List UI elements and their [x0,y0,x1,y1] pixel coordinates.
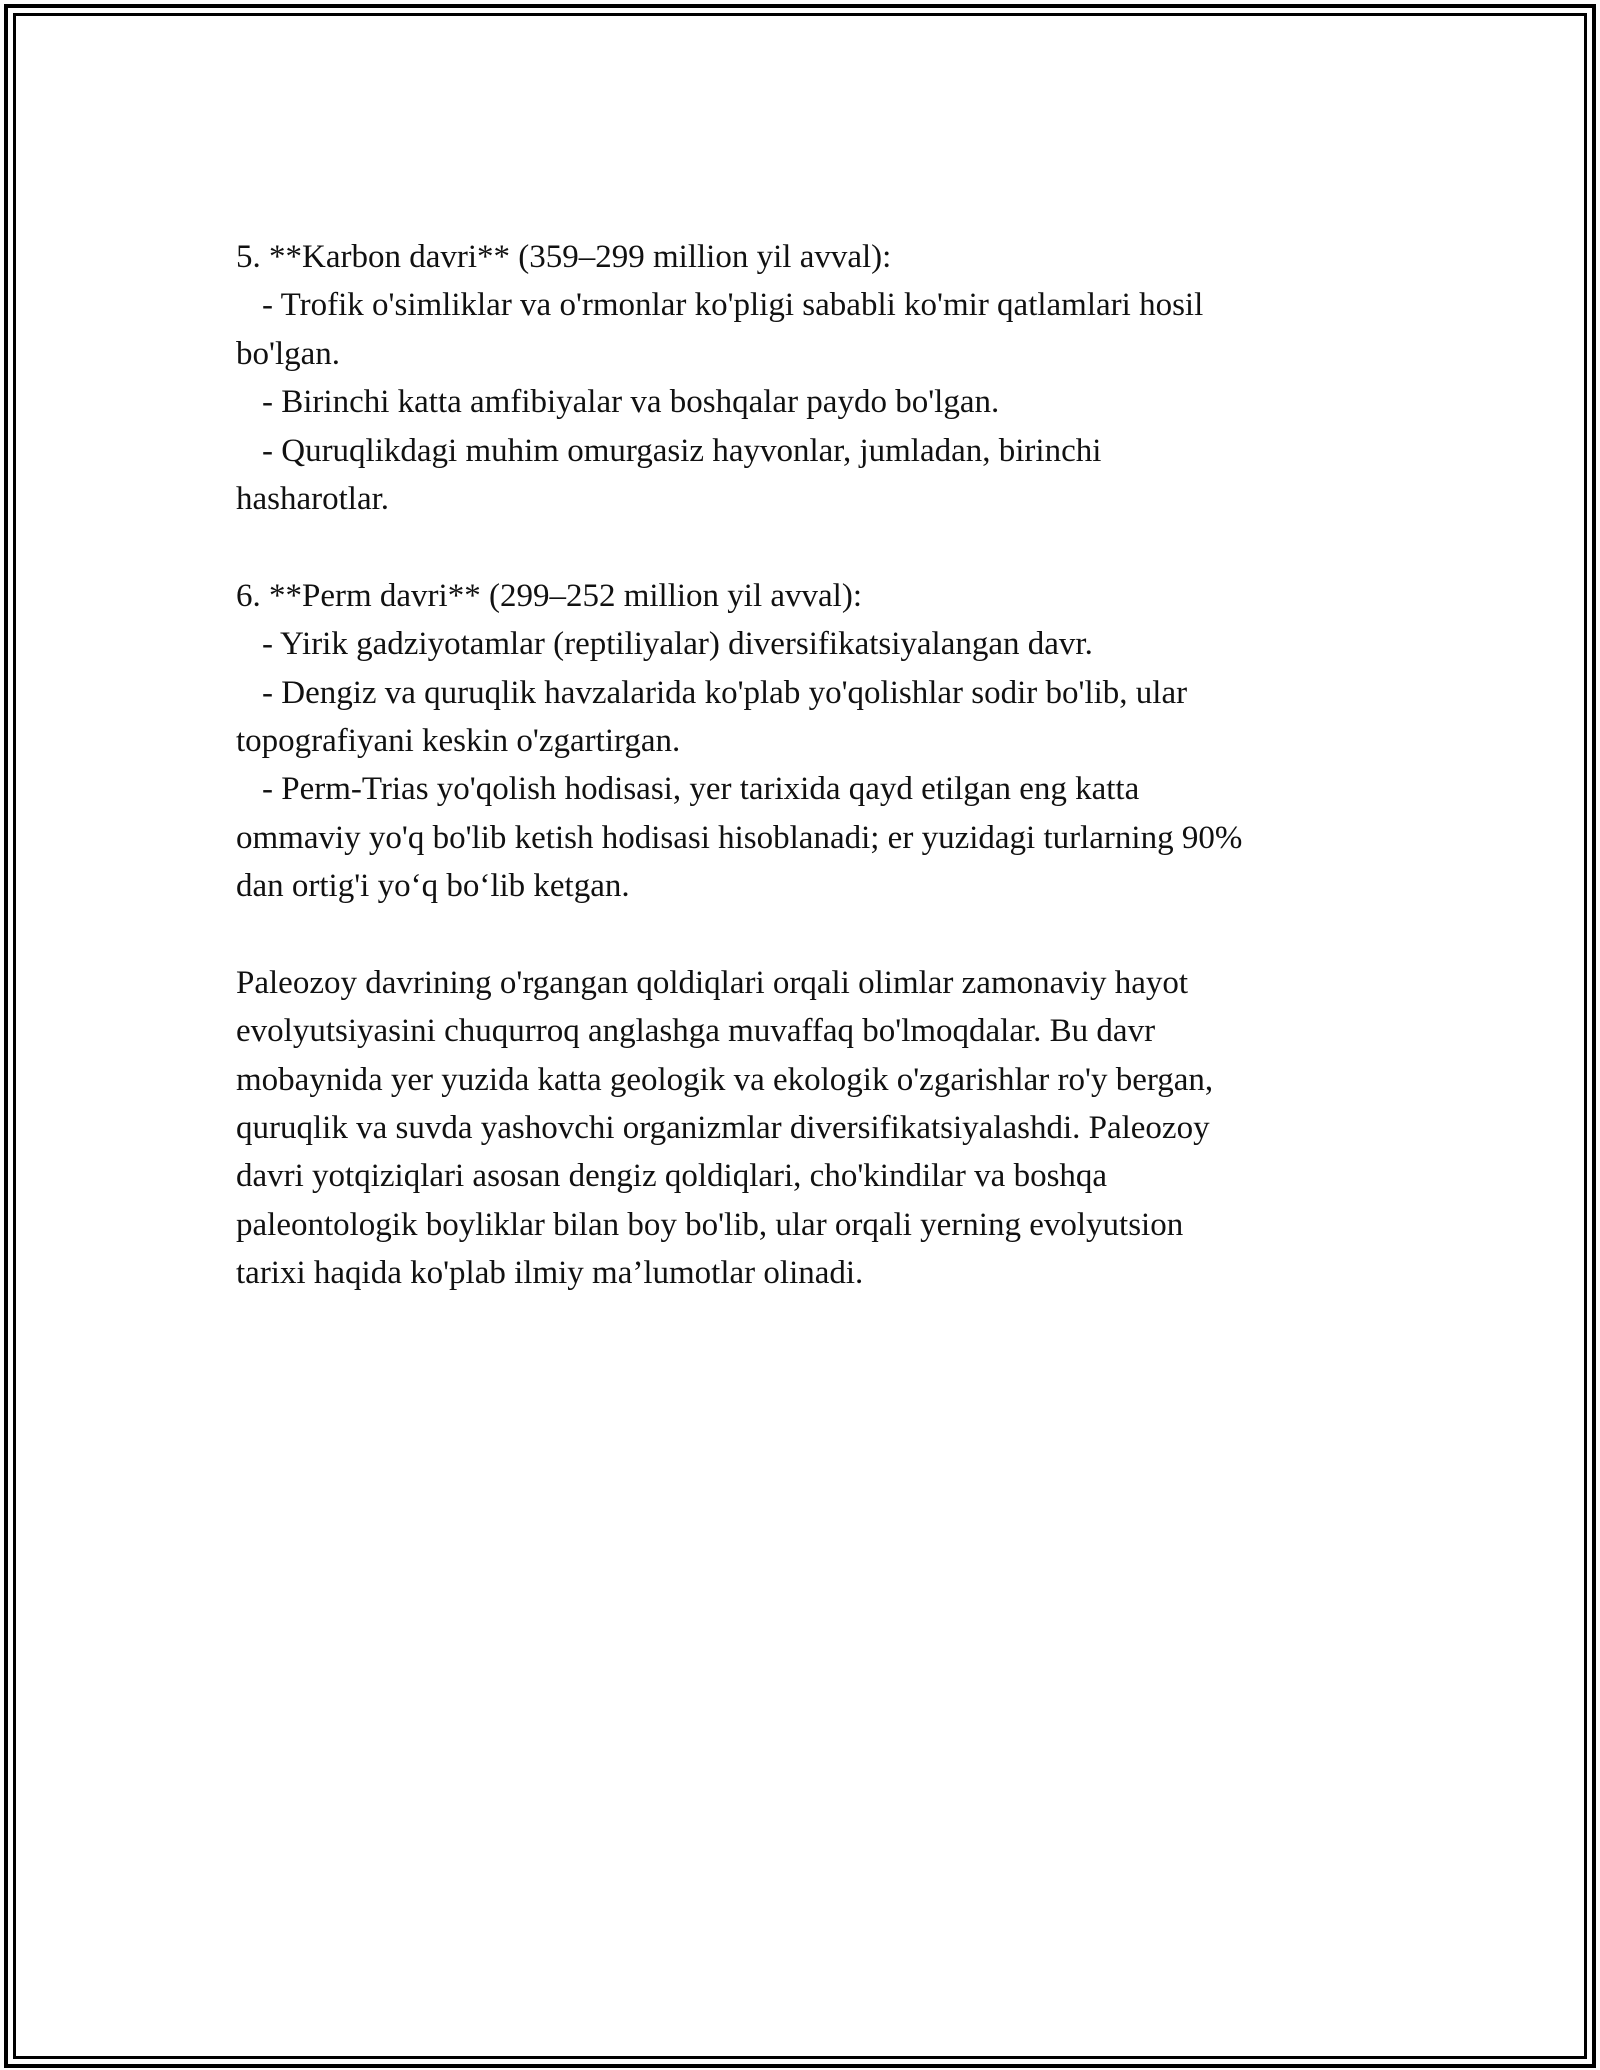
bullet-continuation: hasharotlar. [236,480,390,517]
paragraph-line: paleontologik boyliklar bilan boy bo'lib, ular orqali yerning evolyutsion [236,1206,1184,1243]
document-body [236,233,1366,1298]
section-heading: 6. **Perm davri** (299–252 million yil avval): [236,577,863,614]
paragraph-line: quruqlik va suvda yashovchi organizmlar diversifikatsiyalashdi. Paleozoy [236,1110,1210,1147]
section-karbon [236,233,1366,523]
section-perm [236,572,1366,911]
bullet-line: - Trofik o'simliklar va o'rmonlar ko'pligi sababli ko'mir qatlamlari hosil [262,287,1204,324]
bullet-line: - Dengiz va quruqlik havzalarida ko'plab yo'qolishlar sodir bo'lib, ular [262,674,1188,711]
summary-paragraph [236,959,1366,1298]
paragraph-line: tarixi haqida ko'plab ilmiy ma’lumotlar olinadi. [236,1255,864,1292]
bullet-continuation: dan ortig'i yo‘q bo‘lib ketgan. [236,868,630,905]
bullet-continuation: ommaviy yo'q bo'lib ketish hodisasi hisoblanadi; er yuzidagi turlarning 90% [236,819,1243,856]
paragraph-line: mobaynida yer yuzida katta geologik va ekologik o'zgarishlar ro'y bergan, [236,1061,1214,1098]
spacer [236,523,1366,571]
bullet-line: - Quruqlikdagi muhim omurgasiz hayvonlar, jumladan, birinchi [262,432,1102,469]
bullet-line: - Yirik gadziyotamlar (reptiliyalar) diversifikatsiyalangan davr. [262,626,1093,663]
bullet-line: - Birinchi katta amfibiyalar va boshqalar paydo bo'lgan. [262,384,1000,421]
spacer [236,910,1366,958]
section-heading: 5. **Karbon davri** (359–299 million yil avval): [236,239,892,275]
bullet-continuation: topografiyani keskin o'zgartirgan. [236,722,681,759]
paragraph-line: Paleozoy davrining o'rgangan qoldiqlari orqali olimlar zamonaviy hayot [236,964,1189,1001]
paragraph-line: davri yotqiziqlari asosan dengiz qoldiqlari, cho'kindilar va boshqa [236,1158,1108,1195]
bullet-continuation: bo'lgan. [236,335,341,372]
bullet-line: - Perm-Trias yo'qolish hodisasi, yer tarixida qayd etilgan eng katta [262,771,1140,808]
paragraph-line: evolyutsiyasini chuqurroq anglashga muvaffaq bo'lmoqdalar. Bu davr [236,1013,1156,1050]
